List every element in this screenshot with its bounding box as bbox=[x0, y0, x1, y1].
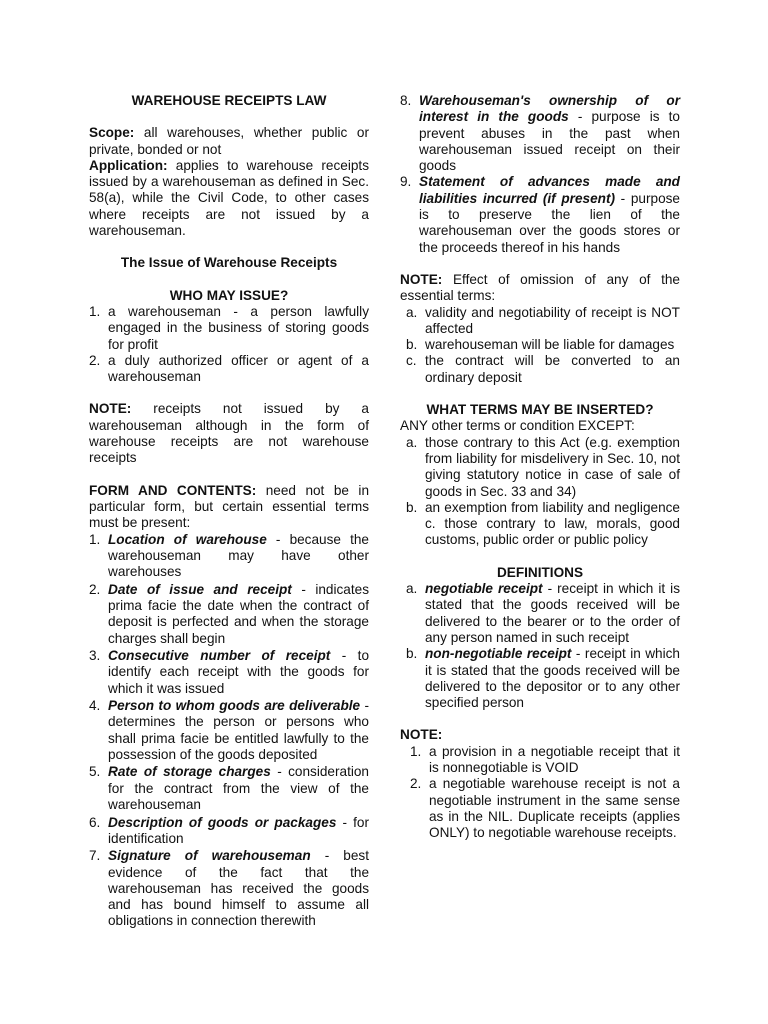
term-label: Date of issue and receipt bbox=[108, 581, 292, 597]
list-item bbox=[406, 337, 680, 353]
definitions-list bbox=[406, 581, 680, 711]
note-label: NOTE: bbox=[400, 271, 443, 287]
list-text: an exemption from liability and negligence c. those contrary to law, morals, good customs, public order or public policy bbox=[425, 499, 680, 548]
definition-term: negotiable receipt bbox=[425, 581, 543, 597]
list-text: warehouseman will be liable for damages bbox=[425, 337, 675, 353]
list-text: a warehouseman - a person lawfully engaged in the business of storing goods for profit bbox=[108, 303, 369, 352]
list-item bbox=[89, 648, 369, 697]
term-text: - consideration for the contract from the view of the warehouseman bbox=[108, 764, 369, 813]
term-label: Consecutive number of receipt bbox=[108, 647, 331, 663]
list-text: those contrary to this Act (e.g. exemption from liability for misdelivery in Sec. 10, not giving statutory notice in case of sale of goods in Sec. 33 and 34) bbox=[425, 434, 680, 499]
list-item bbox=[400, 174, 680, 255]
list-text: the contract will be converted to an ordinary deposit bbox=[425, 353, 680, 385]
list-number: 6. bbox=[89, 814, 101, 830]
essential-terms-list bbox=[89, 532, 369, 930]
list-number: 8. bbox=[400, 93, 412, 108]
essential-terms-list-continued bbox=[400, 93, 680, 256]
term-text: - purpose is to preserve the lien of the warehouseman over the goods stores or the proceeds thereof in his hands bbox=[419, 190, 680, 255]
scope-paragraph bbox=[89, 125, 369, 158]
list-number: 7. bbox=[89, 848, 101, 864]
term-label: Person to whom goods are deliverable bbox=[108, 698, 361, 714]
term-label: Rate of storage charges bbox=[108, 764, 271, 780]
note-text: Effect of omission of any of the essential terms: bbox=[400, 271, 680, 304]
list-item bbox=[89, 353, 369, 386]
document-title: WAREHOUSE RECEIPTS LAW bbox=[131, 93, 327, 108]
list-number: 3. bbox=[89, 647, 101, 663]
term-label: Warehouseman's ownership of or interest in the goods bbox=[419, 93, 680, 125]
term-label: Description of goods or packages bbox=[108, 814, 337, 830]
note-text: receipts not issued by a warehouseman although in the form of warehouse receipts are not warehouse receipts bbox=[89, 401, 369, 466]
list-letter: c. bbox=[406, 353, 417, 369]
list-item bbox=[89, 304, 369, 353]
form-contents-text: need not be in particular form, but certain essential terms must be present: bbox=[89, 482, 370, 531]
terms-heading: WHAT TERMS MAY BE INSERTED? bbox=[426, 402, 654, 418]
right-column bbox=[400, 93, 680, 841]
list-text: a provision in a negotiable receipt that it is nonnegotiable is VOID bbox=[429, 743, 680, 775]
term-label: Signature of warehouseman bbox=[108, 848, 311, 864]
list-text: a negotiable warehouse receipt is not a negotiable instrument in the same sense as in the NIL. Duplicate receipts (applies ONLY) to negotiable warehouse receipts. bbox=[429, 776, 680, 841]
list-item bbox=[89, 582, 369, 647]
list-number: 2. bbox=[89, 352, 101, 368]
term-text: - to identify each receipt with the goods for which it was issued bbox=[108, 647, 370, 696]
list-item bbox=[410, 776, 680, 841]
final-note-label-paragraph bbox=[400, 727, 680, 743]
term-text: - best evidence of the fact that the warehouseman has received the goods and has bound himself to assume all obligations in connection therewith bbox=[108, 848, 370, 929]
term-text: - because the warehouseman may have other warehouses bbox=[108, 531, 369, 580]
final-note-list bbox=[410, 744, 680, 842]
list-item bbox=[89, 815, 369, 848]
list-item bbox=[89, 848, 369, 929]
term-label: Statement of advances made and liabilities incurred (if present) bbox=[419, 174, 680, 206]
list-number: 1. bbox=[89, 531, 101, 547]
list-text: validity and negotiability of receipt is NOT affected bbox=[425, 304, 680, 336]
application-paragraph bbox=[89, 158, 369, 239]
list-item bbox=[406, 646, 680, 711]
list-letter: b. bbox=[406, 499, 418, 515]
list-letter: b. bbox=[406, 646, 418, 662]
list-item bbox=[406, 305, 680, 338]
list-item bbox=[89, 698, 369, 763]
list-number: 4. bbox=[89, 698, 101, 714]
application-text: applies to warehouse receipts issued by a warehouseman as defined in Sec. 58(a), while the Civil Code, to other cases where receipts are not issued by a warehouseman. bbox=[89, 157, 369, 239]
term-text: - determines the person or persons who shall prima facie be entitled lawfully to the possession of the goods deposited bbox=[108, 698, 369, 762]
list-number: 5. bbox=[89, 764, 101, 780]
note-label: NOTE: bbox=[89, 401, 132, 417]
application-label: Application: bbox=[89, 157, 168, 173]
list-number: 9. bbox=[400, 174, 412, 190]
scope-text: all warehouses, whether public or private, bonded or not bbox=[89, 125, 369, 157]
list-item bbox=[406, 500, 680, 549]
list-text: a duly authorized officer or agent of a warehouseman bbox=[108, 352, 369, 385]
list-item bbox=[400, 93, 680, 174]
definition-text: - receipt in which it is stated that the goods received will be delivered to the depositor or to any other specified person bbox=[425, 646, 680, 711]
note-label: NOTE: bbox=[400, 727, 443, 743]
left-column bbox=[89, 93, 369, 931]
list-letter: a. bbox=[406, 304, 418, 320]
list-number: 2. bbox=[89, 581, 101, 597]
term-text: - indicates prima facie the date when the contract of deposit is perfected and when the storage charges shall begin bbox=[108, 581, 369, 646]
definitions-heading: DEFINITIONS bbox=[496, 564, 584, 580]
list-item bbox=[406, 353, 680, 386]
list-letter: b. bbox=[406, 337, 418, 353]
scope-label: Scope: bbox=[89, 125, 135, 141]
issue-heading: The Issue of Warehouse Receipts bbox=[120, 255, 338, 271]
list-letter: a. bbox=[406, 434, 418, 450]
term-text: - for identification bbox=[108, 814, 369, 846]
list-item bbox=[410, 744, 680, 777]
list-item bbox=[406, 435, 680, 500]
list-number: 2. bbox=[410, 776, 422, 792]
form-contents-label: FORM AND CONTENTS: bbox=[89, 482, 257, 498]
form-contents-paragraph bbox=[89, 483, 369, 532]
definition-term: non-negotiable receipt bbox=[425, 646, 572, 662]
list-letter: a. bbox=[406, 581, 418, 597]
list-item bbox=[89, 532, 369, 581]
list-number: 1. bbox=[410, 743, 422, 759]
list-item bbox=[406, 581, 680, 646]
term-label: Location of warehouse bbox=[108, 531, 267, 547]
note-paragraph bbox=[89, 401, 369, 466]
terms-exceptions-list bbox=[406, 435, 680, 549]
terms-intro: ANY other terms or condition EXCEPT: bbox=[400, 418, 635, 434]
omission-effects-list bbox=[406, 305, 680, 386]
definition-text: - receipt in which it is stated that the goods received will be delivered to the bearer or to the order of any person named in such receipt bbox=[425, 581, 680, 645]
omission-note-paragraph bbox=[400, 272, 680, 305]
list-item bbox=[89, 764, 369, 813]
who-may-issue-heading: WHO MAY ISSUE? bbox=[169, 287, 289, 303]
term-text: - purpose is to prevent abuses in the past when warehouseman issued receipt on their goods bbox=[419, 109, 680, 174]
list-number: 1. bbox=[89, 303, 101, 319]
who-may-issue-list bbox=[89, 304, 369, 385]
